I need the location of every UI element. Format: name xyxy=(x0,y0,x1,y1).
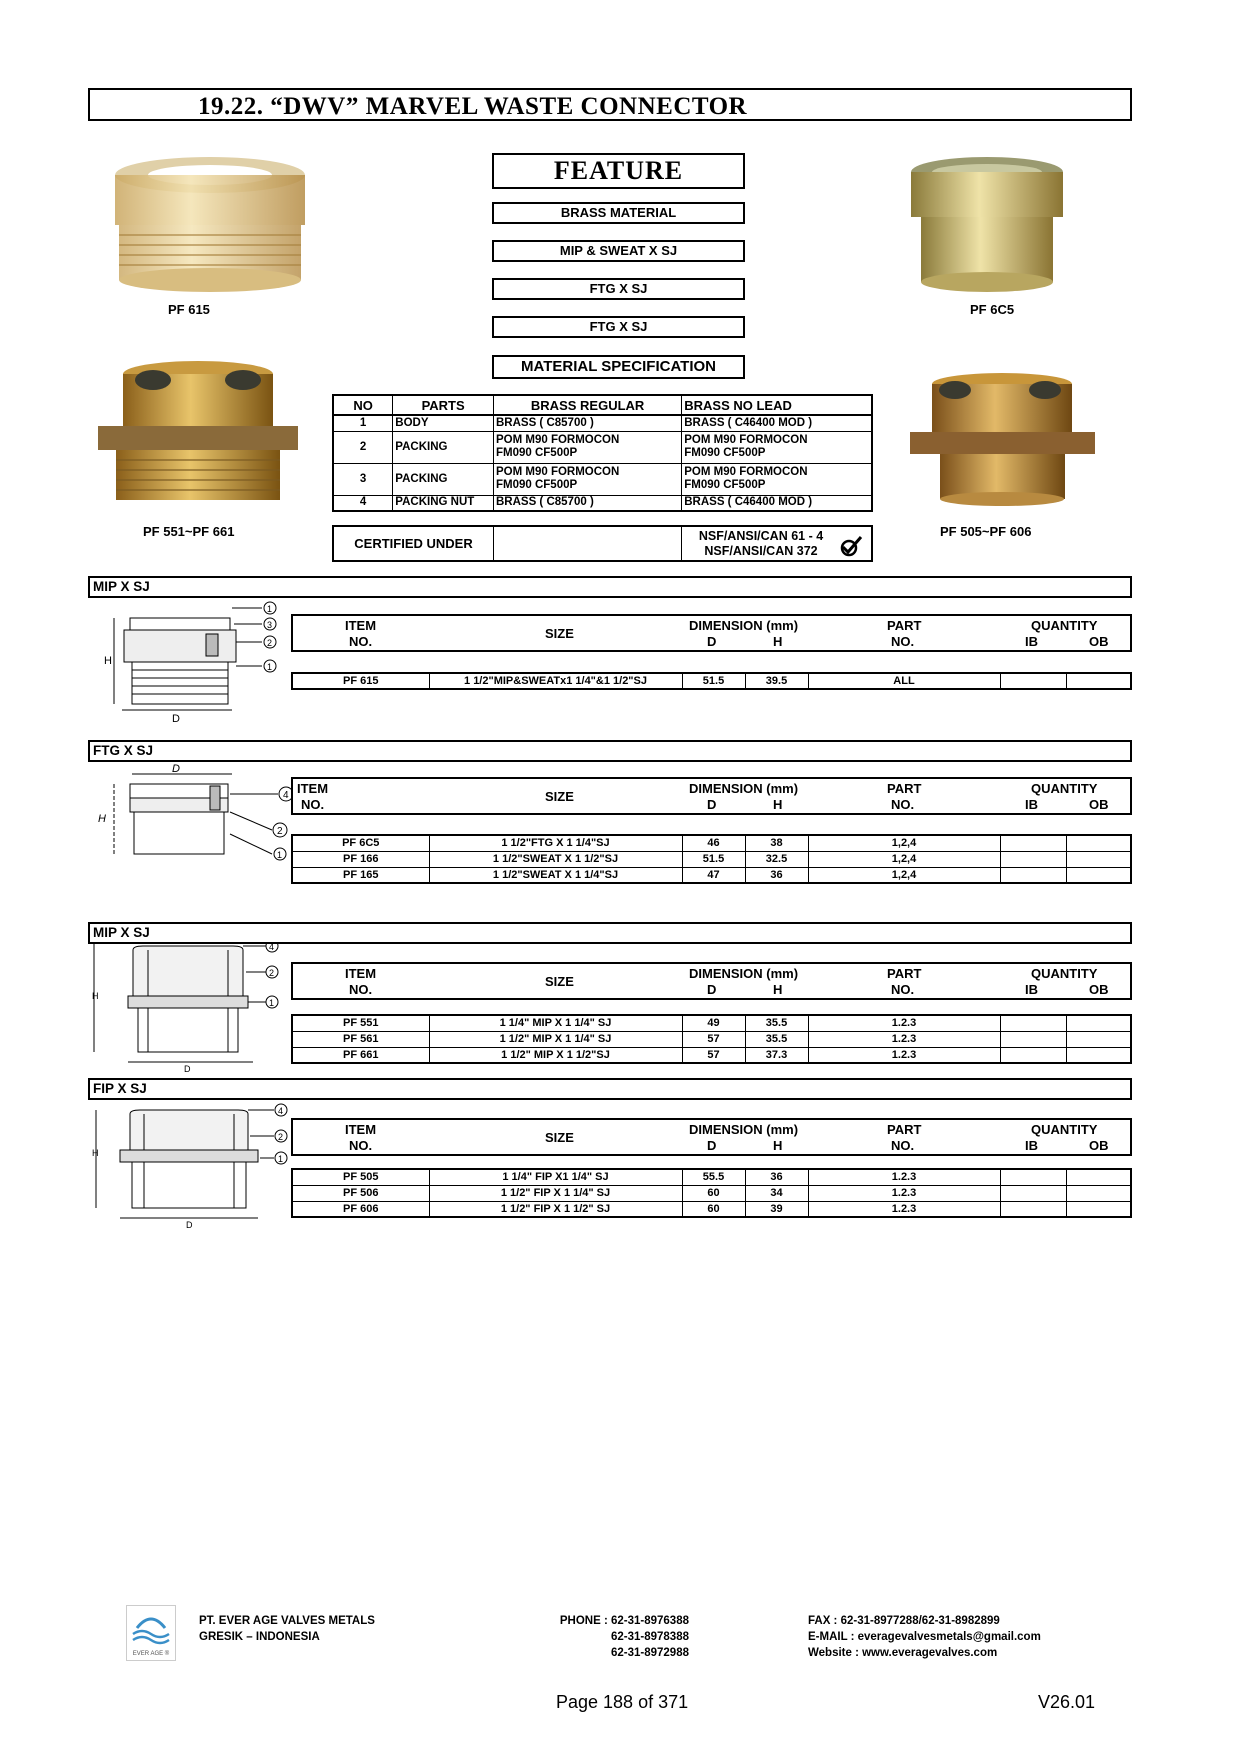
hdr-item: ITEM xyxy=(345,618,377,633)
photo-label-pf615: PF 615 xyxy=(168,302,210,317)
diagram-num: 3 xyxy=(267,620,273,630)
hdr-ib: IB xyxy=(1025,982,1038,997)
hdr-part: PART xyxy=(887,1122,922,1137)
photo-label-pf6c5: PF 6C5 xyxy=(970,302,1015,317)
hdr-dimension: DIMENSION (mm) xyxy=(689,781,799,796)
section-bar-ftg-sj xyxy=(88,740,1132,762)
cell-size: 1 1/2"MIP&SWEATx1 1/4"&1 1/2"SJ xyxy=(429,673,682,689)
cell-d: 60 xyxy=(682,1185,745,1201)
certified-standards xyxy=(682,529,840,559)
hdr-ob: OB xyxy=(1089,1138,1109,1153)
phone-block xyxy=(555,1613,689,1661)
hdr-dimension: DIMENSION (mm) xyxy=(689,618,799,633)
cell-item: PF 551 xyxy=(292,1015,429,1031)
diagram-label-h: H xyxy=(98,813,106,825)
cell-h: 39.5 xyxy=(745,673,808,689)
fax: FAX : 62-31-8977288/62-31-8982899 xyxy=(808,1615,1000,1627)
cell-h: 37.3 xyxy=(745,1047,808,1063)
spec-header-nolead: BRASS NO LEAD xyxy=(682,395,872,415)
spec-nolead: BRASS ( C46400 MOD ) xyxy=(682,415,872,431)
table-row xyxy=(292,1047,1131,1063)
table-row xyxy=(292,851,1131,867)
spec-part: PACKING NUT xyxy=(393,495,494,511)
cell-ob xyxy=(1066,835,1131,851)
hdr-ob: OB xyxy=(1089,982,1109,997)
website-link[interactable]: Website : www.everagevalves.com xyxy=(808,1647,998,1659)
diagram-label-d: D xyxy=(186,1220,193,1230)
company-block xyxy=(199,1613,375,1645)
spec-no: 2 xyxy=(333,431,393,463)
section-bar-fip-sj xyxy=(88,1078,1132,1100)
hdr-part: PART xyxy=(887,618,922,633)
spec-no: 4 xyxy=(333,495,393,511)
section-title: MIP X SJ xyxy=(93,925,150,940)
cell-part: 1.2.3 xyxy=(808,1047,1000,1063)
material-spec-table xyxy=(332,394,873,512)
section-title: MIP X SJ xyxy=(93,579,150,594)
spec-part: PACKING xyxy=(393,463,494,495)
spec-row xyxy=(333,415,872,431)
material-spec-title: MATERIAL SPECIFICATION xyxy=(492,355,745,379)
diagram-label-h: H xyxy=(104,655,112,667)
diagram-label-h: H xyxy=(92,1148,99,1158)
spec-row xyxy=(333,431,872,463)
hdr-no: NO. xyxy=(349,982,373,997)
spec-header-row xyxy=(333,395,872,415)
certified-line1: NSF/ANSI/CAN 61 - 4 xyxy=(698,529,824,543)
certified-line2: NSF/ANSI/CAN 372 xyxy=(704,544,818,558)
cell-item: PF 165 xyxy=(292,867,429,883)
certified-box xyxy=(332,525,873,562)
cell-size: 1 1/2"FTG X 1 1/4"SJ xyxy=(429,835,682,851)
spec-regular-line: POM M90 FORMOCON xyxy=(495,434,620,446)
logo-text: EVER AGE ® xyxy=(132,1651,170,1657)
cell-d: 51.5 xyxy=(682,673,745,689)
diagram-num: 2 xyxy=(277,826,283,837)
cell-h: 35.5 xyxy=(745,1015,808,1031)
cell-d: 60 xyxy=(682,1201,745,1217)
hdr-quantity: QUANTITY xyxy=(1031,966,1098,981)
cell-d: 46 xyxy=(682,835,745,851)
spec-row xyxy=(333,463,872,495)
hdr-h: H xyxy=(773,982,783,997)
cell-ib xyxy=(1000,1169,1066,1185)
cell-ob xyxy=(1066,673,1131,689)
cell-ob xyxy=(1066,851,1131,867)
phone-3: 62-31-8972988 xyxy=(610,1647,689,1659)
diagram-num: 4 xyxy=(278,1106,284,1116)
hdr-part-no: NO. xyxy=(891,797,915,812)
section-title: FIP X SJ xyxy=(93,1081,147,1096)
cell-item: PF 506 xyxy=(292,1185,429,1201)
cell-ib xyxy=(1000,1185,1066,1201)
hdr-d: D xyxy=(707,982,717,997)
spec-nolead: BRASS ( C46400 MOD ) xyxy=(682,495,872,511)
cell-item: PF 561 xyxy=(292,1031,429,1047)
spec-row xyxy=(333,495,872,511)
photo-label-pf505: PF 505~PF 606 xyxy=(940,524,1032,539)
page-number: Page 188 of 371 xyxy=(556,1692,689,1712)
cell-h: 36 xyxy=(745,1169,808,1185)
diagram-label-d: D xyxy=(172,713,180,725)
cell-ib xyxy=(1000,1015,1066,1031)
cell-d: 51.5 xyxy=(682,851,745,867)
version: V26.01 xyxy=(1038,1692,1096,1712)
diagram-num: 2 xyxy=(269,968,275,978)
hdr-part-no: NO. xyxy=(891,982,915,997)
diagram-num: 1 xyxy=(277,850,283,860)
spec-regular xyxy=(493,431,681,463)
hdr-ib: IB xyxy=(1025,797,1038,812)
hdr-quantity: QUANTITY xyxy=(1031,781,1098,796)
feature-title: FEATURE xyxy=(492,153,745,189)
cell-part: ALL xyxy=(808,673,1000,689)
cell-size: 1 1/2" MIP X 1 1/2"SJ xyxy=(429,1047,682,1063)
feature-item-4: FTG X SJ xyxy=(492,316,745,338)
cell-ob xyxy=(1066,1185,1131,1201)
cell-part: 1,2,4 xyxy=(808,851,1000,867)
hdr-ob: OB xyxy=(1089,797,1109,812)
hdr-part: PART xyxy=(887,966,922,981)
cell-item: PF 661 xyxy=(292,1047,429,1063)
section-bar-mip-sj-1 xyxy=(88,576,1132,598)
hdr-part-no: NO. xyxy=(891,1138,915,1153)
diagram-num: 1 xyxy=(267,604,273,614)
cell-h: 34 xyxy=(745,1185,808,1201)
spec-header-no: NO xyxy=(333,395,393,415)
hdr-size: SIZE xyxy=(545,789,574,804)
hdr-quantity: QUANTITY xyxy=(1031,618,1098,633)
cell-h: 35.5 xyxy=(745,1031,808,1047)
cell-part: 1.2.3 xyxy=(808,1201,1000,1217)
hdr-item: ITEM xyxy=(345,1122,377,1137)
spec-header-regular: BRASS REGULAR xyxy=(493,395,681,415)
table-row xyxy=(292,835,1131,851)
cell-d: 57 xyxy=(682,1031,745,1047)
cell-h: 32.5 xyxy=(745,851,808,867)
diagram-label-h: H xyxy=(92,991,99,1001)
cell-d: 57 xyxy=(682,1047,745,1063)
feature-item-2: MIP & SWEAT X SJ xyxy=(492,240,745,262)
cell-size: 1 1/2"SWEAT X 1 1/2"SJ xyxy=(429,851,682,867)
cell-h: 39 xyxy=(745,1201,808,1217)
photo-pf505 xyxy=(910,372,1095,507)
spec-regular: BRASS ( C85700 ) xyxy=(493,415,681,431)
diagram-num: 1 xyxy=(269,998,275,1008)
spec-nolead xyxy=(682,463,872,495)
waves-icon xyxy=(127,1606,175,1646)
spec-part: PACKING xyxy=(393,431,494,463)
page-title-bar xyxy=(88,88,1132,121)
table-row xyxy=(292,1169,1131,1185)
cell-size: 1 1/2" MIP X 1 1/4" SJ xyxy=(429,1031,682,1047)
phone-2: 62-31-8978388 xyxy=(610,1631,689,1643)
feature-item-3: FTG X SJ xyxy=(492,278,745,300)
hdr-dimension: DIMENSION (mm) xyxy=(689,1122,799,1137)
cell-ib xyxy=(1000,851,1066,867)
spec-regular: BRASS ( C85700 ) xyxy=(493,495,681,511)
spec-regular xyxy=(493,463,681,495)
photo-pf615 xyxy=(105,150,315,295)
hdr-no: NO. xyxy=(301,797,325,812)
cell-ib xyxy=(1000,1201,1066,1217)
table-header-3 xyxy=(291,962,1132,1000)
cell-item: PF 606 xyxy=(292,1201,429,1217)
spec-nolead-line: POM M90 FORMOCON xyxy=(684,434,808,446)
diagram-fip-sj xyxy=(88,1100,293,1230)
cell-ob xyxy=(1066,1201,1131,1217)
hdr-dimension: DIMENSION (mm) xyxy=(689,966,799,981)
certified-blank xyxy=(494,527,682,560)
table-row xyxy=(292,1185,1131,1201)
page-title: 19.22. “DWV” MARVEL WASTE CONNECTOR xyxy=(198,93,748,120)
product-table-3 xyxy=(291,1014,1132,1064)
hdr-no: NO. xyxy=(349,1138,373,1153)
cell-part: 1.2.3 xyxy=(808,1169,1000,1185)
spec-regular-line: FM090 CF500P xyxy=(495,447,578,459)
cell-d: 55.5 xyxy=(682,1169,745,1185)
product-table-4 xyxy=(291,1168,1132,1218)
cell-part: 1,2,4 xyxy=(808,835,1000,851)
table-row xyxy=(292,673,1131,689)
spec-regular-line: POM M90 FORMOCON xyxy=(495,466,620,478)
table-row xyxy=(292,1031,1131,1047)
hdr-d: D xyxy=(707,797,717,812)
hdr-d: D xyxy=(707,1138,717,1153)
company-logo xyxy=(126,1605,176,1661)
photo-pf6c5 xyxy=(905,152,1070,297)
spec-regular-line: FM090 CF500P xyxy=(495,479,578,491)
diagram-num: 1 xyxy=(267,662,273,672)
spec-nolead-line: FM090 CF500P xyxy=(684,479,766,491)
hdr-size: SIZE xyxy=(545,626,574,641)
hdr-quantity: QUANTITY xyxy=(1031,1122,1098,1137)
product-table-1 xyxy=(291,672,1132,690)
product-table-2 xyxy=(291,834,1132,884)
cell-ib xyxy=(1000,867,1066,883)
hdr-ob: OB xyxy=(1089,634,1109,649)
cell-h: 38 xyxy=(745,835,808,851)
cell-size: 1 1/2" FIP X 1 1/2" SJ xyxy=(429,1201,682,1217)
cell-part: 1.2.3 xyxy=(808,1031,1000,1047)
cell-size: 1 1/2"SWEAT X 1 1/4"SJ xyxy=(429,867,682,883)
section-title: FTG X SJ xyxy=(93,743,154,758)
spec-part: BODY xyxy=(393,415,494,431)
spec-nolead-line: POM M90 FORMOCON xyxy=(684,466,808,478)
diagram-num: 1 xyxy=(278,1154,284,1164)
spec-header-parts: PARTS xyxy=(393,395,494,415)
hdr-h: H xyxy=(773,634,783,649)
hdr-item: ITEM xyxy=(345,966,377,981)
cell-d: 47 xyxy=(682,867,745,883)
hdr-d: D xyxy=(707,634,717,649)
nsf-check-icon xyxy=(839,535,863,557)
cell-ob xyxy=(1066,1031,1131,1047)
cell-ib xyxy=(1000,1047,1066,1063)
cell-ob xyxy=(1066,867,1131,883)
phone-1: PHONE : 62-31-8976388 xyxy=(559,1615,689,1627)
certified-label: CERTIFIED UNDER xyxy=(334,527,494,560)
cell-item: PF 615 xyxy=(292,673,429,689)
company-name: PT. EVER AGE VALVES METALS xyxy=(199,1615,375,1627)
diagram-num: 2 xyxy=(267,638,273,648)
diagram-num: 4 xyxy=(283,790,289,801)
hdr-h: H xyxy=(773,1138,783,1153)
company-city: GRESIK – INDONESIA xyxy=(199,1631,320,1643)
table-header-2 xyxy=(291,777,1132,815)
diagram-label-d: D xyxy=(184,1064,191,1074)
hdr-part-no: NO. xyxy=(891,634,915,649)
cell-size: 1 1/2" FIP X 1 1/4" SJ xyxy=(429,1185,682,1201)
table-header-4 xyxy=(291,1118,1132,1156)
cell-item: PF 505 xyxy=(292,1169,429,1185)
table-row xyxy=(292,1201,1131,1217)
hdr-part: PART xyxy=(887,781,922,796)
table-header-1 xyxy=(291,614,1132,652)
diagram-mip-sj-1 xyxy=(92,600,292,730)
hdr-ib: IB xyxy=(1025,1138,1038,1153)
hdr-item: ITEM xyxy=(297,781,329,796)
cell-part: 1.2.3 xyxy=(808,1185,1000,1201)
spec-nolead-line: FM090 CF500P xyxy=(684,447,766,459)
cell-part: 1.2.3 xyxy=(808,1015,1000,1031)
diagram-label-d: D xyxy=(172,764,180,775)
hdr-ib: IB xyxy=(1025,634,1038,649)
diagram-mip-sj-2 xyxy=(88,944,288,1074)
feature-item-1: BRASS MATERIAL xyxy=(492,202,745,224)
cell-d: 49 xyxy=(682,1015,745,1031)
hdr-h: H xyxy=(773,797,783,812)
cell-ib xyxy=(1000,1031,1066,1047)
spec-no: 3 xyxy=(333,463,393,495)
table-row xyxy=(292,1015,1131,1031)
cell-ib xyxy=(1000,835,1066,851)
cell-size: 1 1/4" MIP X 1 1/4" SJ xyxy=(429,1015,682,1031)
diagram-num: 2 xyxy=(278,1132,284,1142)
diagram-ftg-sj xyxy=(92,764,292,894)
contact-block xyxy=(808,1613,1041,1661)
email-link[interactable]: E-MAIL : everagevalvesmetals@gmail.com xyxy=(808,1631,1041,1643)
cell-size: 1 1/4" FIP X1 1/4" SJ xyxy=(429,1169,682,1185)
cell-item: PF 166 xyxy=(292,851,429,867)
cell-part: 1,2,4 xyxy=(808,867,1000,883)
spec-nolead xyxy=(682,431,872,463)
hdr-size: SIZE xyxy=(545,974,574,989)
cell-item: PF 6C5 xyxy=(292,835,429,851)
spec-no: 1 xyxy=(333,415,393,431)
diagram-num: 4 xyxy=(269,944,275,952)
cell-ob xyxy=(1066,1169,1131,1185)
section-bar-mip-sj-2 xyxy=(88,922,1132,944)
cell-ob xyxy=(1066,1047,1131,1063)
hdr-size: SIZE xyxy=(545,1130,574,1145)
cell-ob xyxy=(1066,1015,1131,1031)
table-row xyxy=(292,867,1131,883)
photo-label-pf551: PF 551~PF 661 xyxy=(143,524,235,539)
hdr-no: NO. xyxy=(349,634,373,649)
cell-h: 36 xyxy=(745,867,808,883)
photo-pf551 xyxy=(98,360,298,510)
cell-ib xyxy=(1000,673,1066,689)
